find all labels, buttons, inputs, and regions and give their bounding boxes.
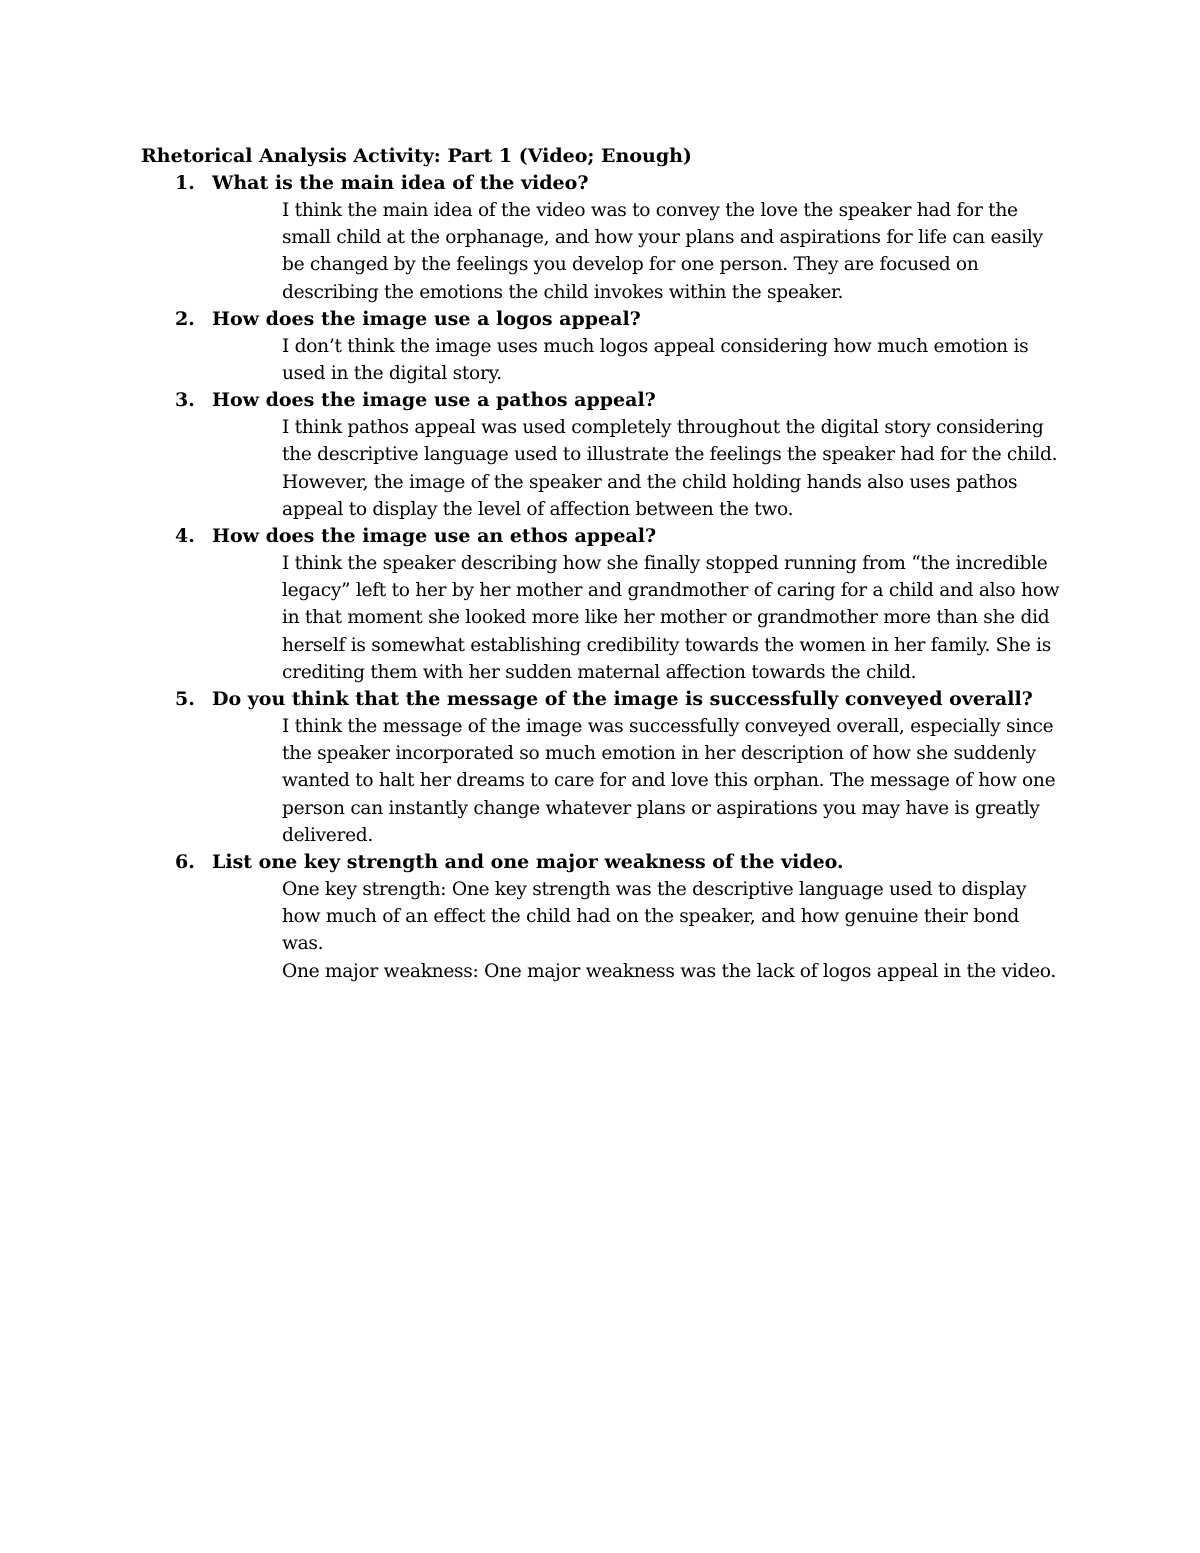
question-number: 3. xyxy=(175,389,195,412)
question-item-5 xyxy=(141,686,1071,849)
question-item-3 xyxy=(141,387,1071,523)
answer-paragraph-weakness: One major weakness: One major weakness was the lack of logos appeal in the video. xyxy=(282,960,1056,982)
answer-paragraph: I think pathos appeal was used completely throughout the digital story considering the descriptive language used to illustrate the feelings the speaker had for the child. However, the image of the speaker and the child holding hands also uses pathos appeal to display the level of affection between the two. xyxy=(282,417,1058,520)
question-number: 2. xyxy=(175,307,195,330)
question-item-4 xyxy=(141,523,1071,686)
answer-paragraph: I think the speaker describing how she finally stopped running from “the incredible legacy” left to her by her mother and grandmother of caring for a child and also how in that moment she looked more like her mother or grandmother more than she did herself is somewhat establishing credibility towards the women in her family. She is crediting them with her sudden maternal affection towards the child. xyxy=(282,553,1060,683)
question-text: How does the image use an ethos appeal? xyxy=(212,525,657,548)
question-item-1 xyxy=(141,170,1071,306)
answer-block xyxy=(282,876,1062,985)
question-number: 5. xyxy=(175,688,195,711)
question-heading xyxy=(141,387,1071,414)
document-content xyxy=(141,143,1071,985)
question-number: 6. xyxy=(175,851,195,874)
answer-paragraph: I think the message of the image was successfully conveyed overall, especially since the speaker incorporated so much emotion in her description of how she suddenly wanted to halt her dreams to care for and love this orphan. The message of how one person can instantly change whatever plans or aspirations you may have is greatly delivered. xyxy=(282,716,1056,846)
question-text: How does the image use a logos appeal? xyxy=(212,307,641,330)
answer-paragraph: I don’t think the image uses much logos appeal considering how much emotion is used in the digital story. xyxy=(282,335,1029,385)
question-text: List one key strength and one major weakness of the video. xyxy=(212,851,844,874)
question-heading xyxy=(141,523,1071,550)
question-text: Do you think that the message of the image is successfully conveyed overall? xyxy=(212,688,1033,711)
answer-block xyxy=(282,333,1062,387)
question-item-2 xyxy=(141,306,1071,387)
document-title: Rhetorical Analysis Activity: Part 1 (Video; Enough) xyxy=(141,145,692,167)
answer-block xyxy=(282,550,1062,686)
question-heading xyxy=(141,686,1071,713)
question-item-6 xyxy=(141,849,1071,985)
answer-block xyxy=(282,197,1062,306)
question-text: What is the main idea of the video? xyxy=(212,172,589,194)
answer-block xyxy=(282,713,1062,849)
question-number: 4. xyxy=(175,525,195,548)
question-text: How does the image use a pathos appeal? xyxy=(212,389,656,412)
answer-paragraph: I think the main idea of the video was to convey the love the speaker had for the small child at the orphanage, and how your plans and aspirations for life can easily be changed by the feelings you develop for one person. They are focused on describing the emotions the child invokes within the speaker. xyxy=(282,200,1043,303)
question-heading xyxy=(141,170,1071,197)
question-list xyxy=(141,170,1071,985)
answer-paragraph-strength: One key strength: One key strength was the descriptive language used to display how much of an effect the child had on the speaker, and how genuine their bond was. xyxy=(282,879,1027,955)
answer-block xyxy=(282,414,1062,523)
question-heading xyxy=(141,306,1071,333)
question-number: 1. xyxy=(175,172,195,194)
question-heading xyxy=(141,849,1071,876)
